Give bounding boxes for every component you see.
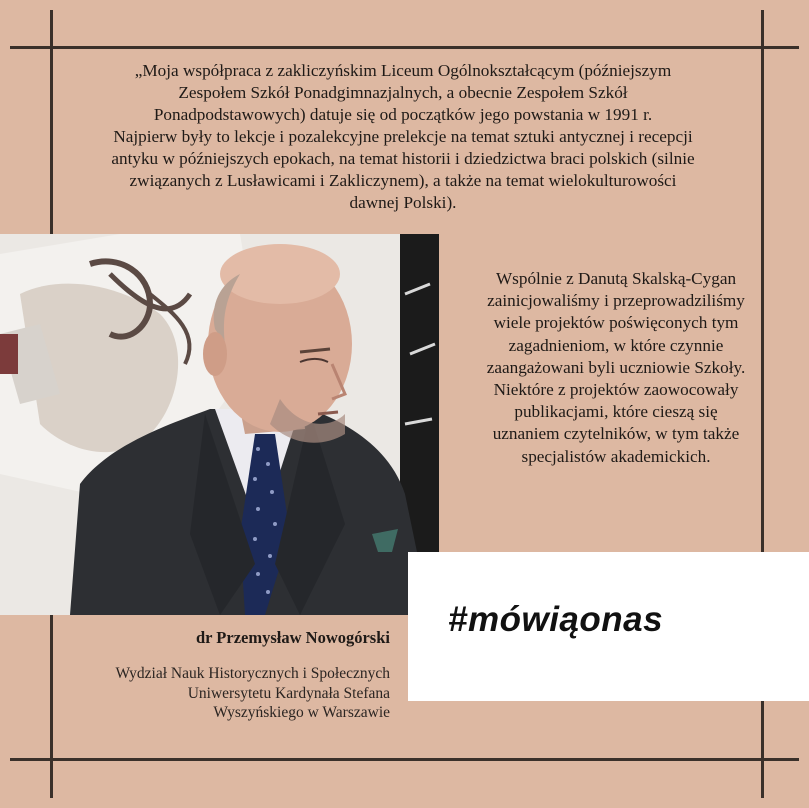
quote-line: Ponadpodstawowych) datuje się od początków jego powstania w 1991 r.: [153, 105, 653, 124]
hashtag-text: #mówiąonas: [448, 600, 664, 639]
affiliation-line: Wydział Nauk Historycznych i Społecznych: [115, 665, 390, 682]
quote-line: związanych z Lusławicami i Zakliczynem), a także na temat wielokulturowości: [129, 171, 677, 190]
quote-line: „Moja współpraca z zakliczyńskim Liceum Ogólnokształcącym (późniejszym: [134, 61, 672, 80]
quote-block: [58, 60, 748, 214]
affiliation-line: Uniwersytetu Kardynała Stefana: [187, 684, 390, 702]
side-text-line: zaangażowani byli uczniowie Szkoły.: [486, 357, 746, 377]
quote-line: dawnej Polski).: [349, 193, 457, 212]
side-text-line: Wspólnie z Danutą Skalską-Cygan: [495, 269, 737, 288]
side-text-line: zainicjowaliśmy i przeprowadziliśmy: [487, 291, 745, 311]
side-text-line: specjalistów akademickich.: [521, 446, 711, 466]
side-text-block: [448, 268, 784, 468]
author-name: dr Przemysław Nowogórski: [195, 628, 390, 647]
quote-line: antyku w późniejszych epokach, na temat historii i dziedzictwa braci polskich (silnie: [111, 149, 695, 168]
author-affiliation: [50, 664, 390, 723]
side-text-line: uznaniem czytelników, w tym także: [492, 424, 740, 444]
quote-line: Zespołem Szkół Ponadgimnazjalnych, a obecnie Zespołem Szkół: [178, 83, 628, 102]
side-text-line: Niektóre z projektów zaowocowały: [493, 380, 739, 400]
side-text-line: zagadnieniom, w które czynnie: [508, 335, 724, 355]
side-text-line: wiele projektów poświęconych tym: [493, 313, 739, 333]
portrait-photo: [0, 234, 439, 615]
side-text-line: publikacjami, które cieszą się: [514, 402, 718, 422]
frame-line-bottom: [10, 758, 799, 761]
frame-line-top: [10, 46, 799, 49]
quote-line: Najpierw były to lekcje i pozalekcyjne prelekcje na temat sztuki antycznej i recepcji: [113, 127, 693, 146]
affiliation-line: Wyszyńskiego w Warszawie: [213, 704, 390, 721]
